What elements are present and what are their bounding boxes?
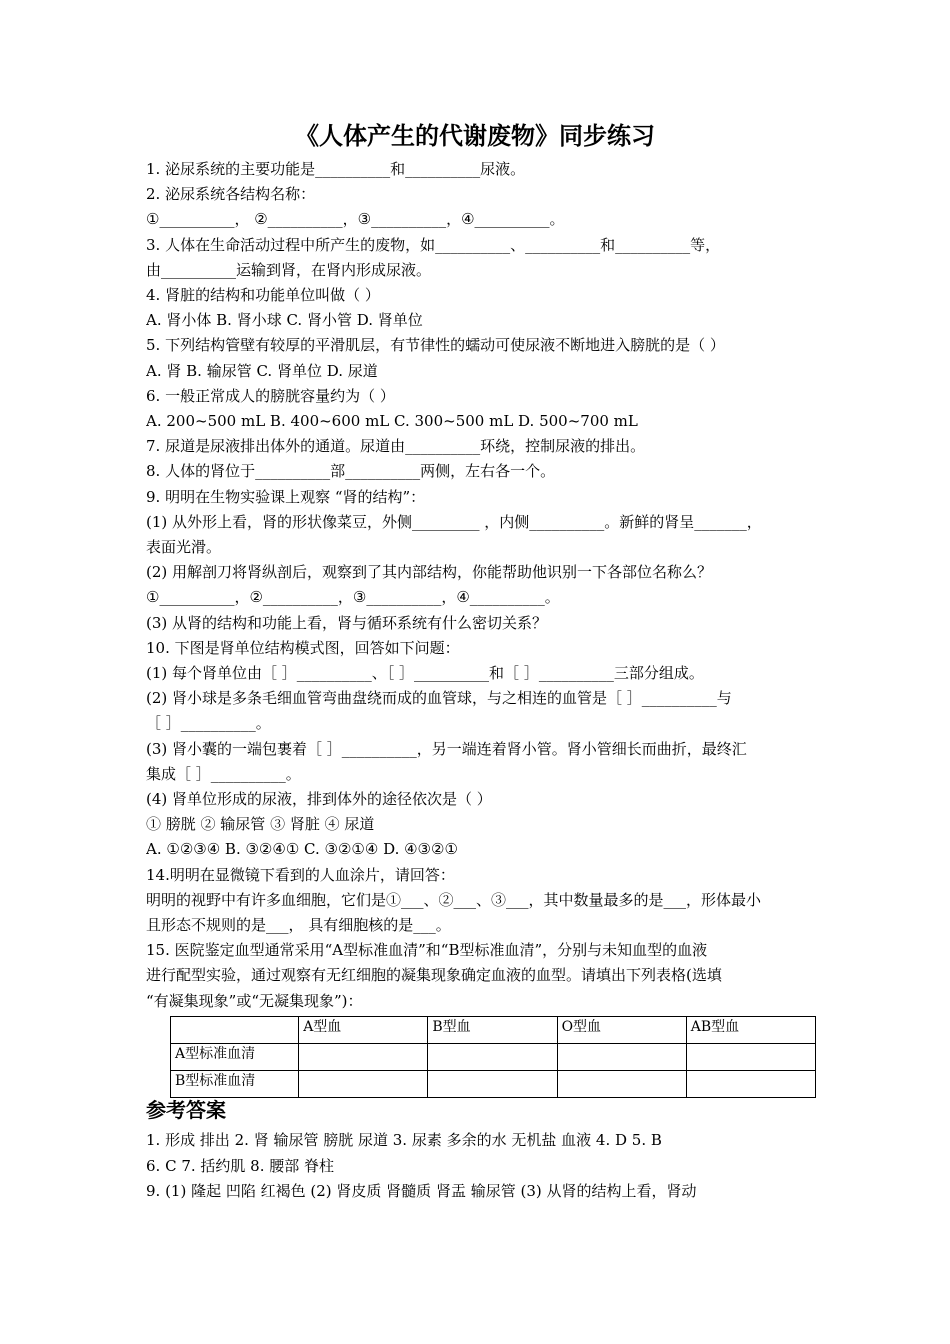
- question-line: (1) 从外形上看，肾的形状像菜豆，外侧_________ ，内侧__________。新鲜的肾呈_______，: [146, 512, 762, 531]
- answer-line: 1. 形成 排出 2. 肾 输尿管 膀胱 尿道 3. 尿素 多余的水 无机盐 血液 4. D 5. B: [146, 1131, 662, 1149]
- question-line: 明明的视野中有许多血细胞，它们是①___、②___、③___，其中数量最多的是___，形体最小: [146, 890, 762, 909]
- answer-line: 6. C 7. 括约肌 8. 腰部 脊柱: [146, 1156, 335, 1175]
- question-line: A. 200~500 mL B. 400~600 mL C. 300~500 mL D. 500~700 mL: [146, 412, 638, 430]
- table-header-cell: AB型血: [686, 1017, 815, 1044]
- blood-type-table: [170, 1016, 816, 1098]
- table-header-cell: A型血: [299, 1017, 428, 1044]
- document-title: 《人体产生的代谢废物》同步练习: [295, 122, 655, 150]
- question-line: A. 肾小体 B. 肾小球 C. 肾小管 D. 肾单位: [146, 311, 423, 330]
- question-line: (4) 肾单位形成的尿液，排到体外的途径依次是（ ）: [146, 790, 492, 808]
- table-header-cell: O型血: [557, 1017, 686, 1044]
- question-line: ① 膀胱 ② 输尿管 ③ 肾脏 ④ 尿道: [146, 815, 375, 834]
- table-cell: [557, 1044, 686, 1071]
- question-line: 3. 人体在生命活动过程中所产生的废物，如__________、__________和__________等，: [146, 235, 721, 254]
- question-line: A. ①②③④ B. ③②④① C. ③②①④ D. ④③②①: [146, 840, 458, 859]
- question-line: ①__________，②__________，③__________，④__________。: [146, 588, 560, 607]
- table-cell: [428, 1071, 557, 1098]
- table-row: [171, 1044, 816, 1071]
- table-row: [171, 1071, 816, 1098]
- table-cell: [557, 1071, 686, 1098]
- question-line: (2) 用解剖刀将肾纵剖后，观察到了其内部结构，你能帮助他识别一下各部位名称么？: [146, 563, 713, 582]
- table-cell: [686, 1071, 815, 1098]
- question-line: 2. 泌尿系统各结构名称：: [146, 185, 316, 204]
- question-line: 集成［ ］__________。: [146, 764, 301, 783]
- question-line: 8. 人体的肾位于__________部__________两侧，左右各一个。: [146, 462, 556, 481]
- question-line: 由__________运输到肾，在肾内形成尿液。: [146, 260, 432, 279]
- question-line: 1. 泌尿系统的主要功能是__________和__________尿液。: [146, 160, 526, 178]
- table-header-cell: [171, 1017, 299, 1044]
- question-line: ［ ］__________。: [146, 714, 271, 733]
- table-header-row: [171, 1017, 816, 1044]
- question-line: 表面光滑。: [146, 538, 222, 556]
- question-line: (3) 肾小囊的一端包裹着［ ］__________，另一端连着肾小管。肾小管细长而曲折，最终汇: [146, 739, 747, 758]
- table-row-label: A型标准血清: [171, 1044, 299, 1071]
- table-cell: [686, 1044, 815, 1071]
- question-line: 15. 医院鉴定血型通常采用“A型标准血清”和“B型标准血清”，分别与未知血型的血液: [146, 941, 708, 960]
- answers-title: 参考答案: [146, 1098, 226, 1122]
- answer-line: 9. (1) 隆起 凹陷 红褐色 (2) 肾皮质 肾髓质 肾盂 输尿管 (3) 从肾的结构上看，肾动: [146, 1182, 697, 1200]
- question-line: 10. 下图是肾单位结构模式图，回答如下问题：: [146, 638, 460, 657]
- question-line: 6. 一般正常成人的膀胱容量约为（ ）: [146, 386, 395, 405]
- table-row-label: B型标准血清: [171, 1071, 299, 1098]
- question-line: ①__________， ②__________，③__________，④__________。: [146, 210, 565, 229]
- question-line: 5. 下列结构管壁有较厚的平滑肌层，有节律性的蠕动可使尿液不断地进入膀胱的是（ ）: [146, 336, 725, 355]
- question-line: A. 肾 B. 输尿管 C. 肾单位 D. 尿道: [146, 361, 378, 380]
- question-line: 进行配型实验，通过观察有无红细胞的凝集现象确定血液的血型。请填出下列表格(选填: [146, 966, 722, 985]
- question-line: 9. 明明在生物实验课上观察 “肾的结构”：: [146, 487, 426, 506]
- question-line: 7. 尿道是尿液排出体外的通道。尿道由__________环绕，控制尿液的排出。: [146, 437, 646, 456]
- question-line: (1) 每个肾单位由［ ］__________、［ ］__________和［ ］__________三部分组成。: [146, 664, 704, 682]
- question-line: (2) 肾小球是多条毛细血管弯曲盘绕而成的血管球，与之相连的血管是［ ］__________与: [146, 689, 732, 708]
- table-cell: [299, 1071, 428, 1098]
- question-line: “有凝集现象”或“无凝集现象”)：: [146, 991, 363, 1010]
- question-line: 4. 肾脏的结构和功能单位叫做（ ）: [146, 286, 380, 304]
- table-header-cell: B型血: [428, 1017, 557, 1044]
- question-line: 14.明明在显微镜下看到的人血涂片，请回答：: [146, 865, 455, 884]
- table-cell: [299, 1044, 428, 1071]
- question-line: (3) 从肾的结构和功能上看，肾与循环系统有什么密切关系？: [146, 613, 548, 632]
- table-cell: [428, 1044, 557, 1071]
- question-line: 且形态不规则的是___， 具有细胞核的是___。: [146, 916, 451, 934]
